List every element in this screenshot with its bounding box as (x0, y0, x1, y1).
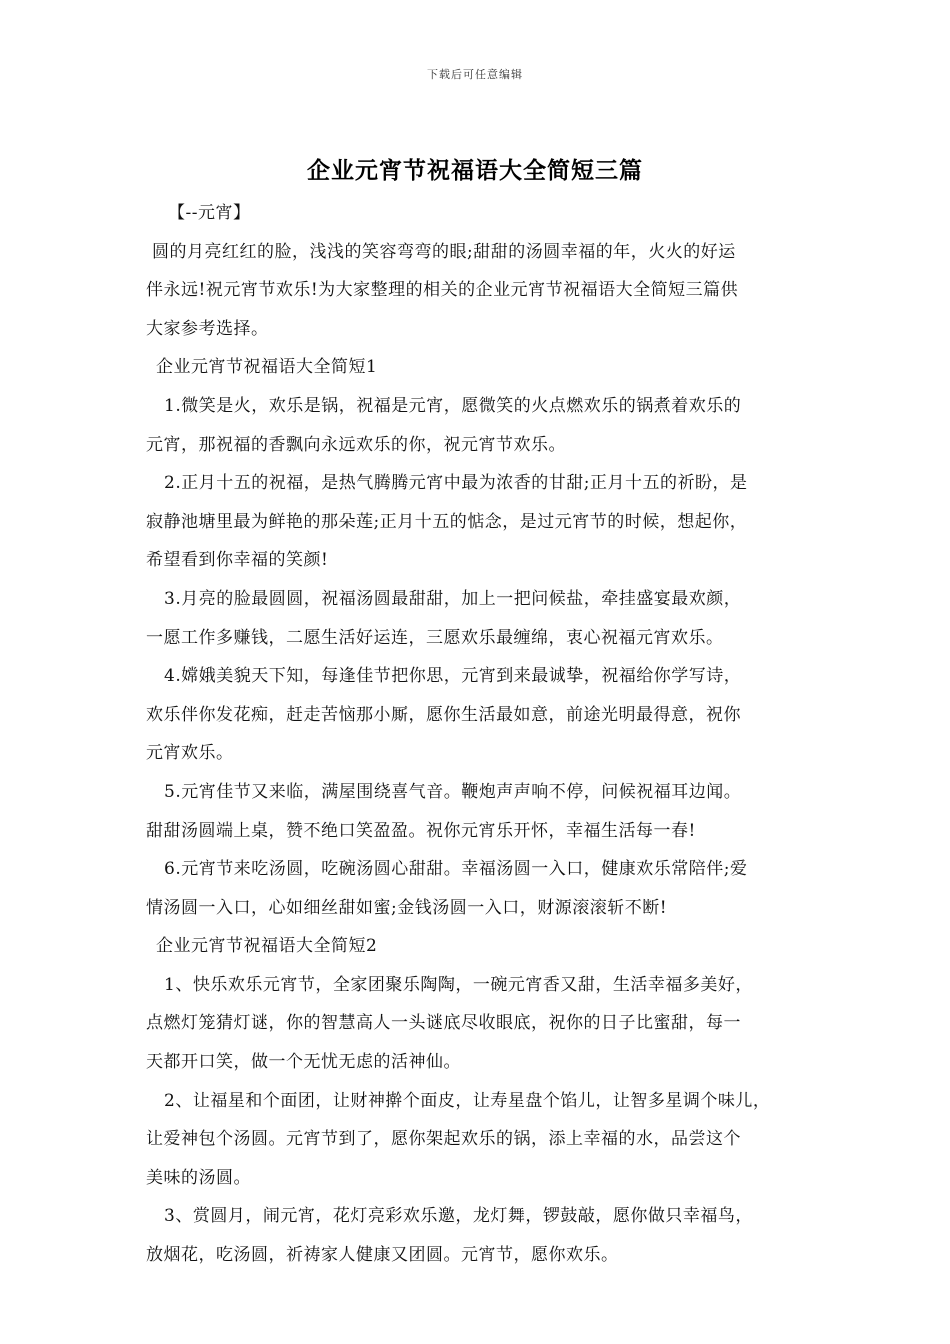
paragraph-line: 2、让福星和个面团，让财神擀个面皮，让寿星盘个馅儿，让智多星调个味儿， (164, 1090, 771, 1111)
intro-paragraph-line: 圆的月亮红红的脸，浅浅的笑容弯弯的眼;甜甜的汤圆幸福的年，火火的好运 (152, 241, 736, 262)
paragraph-line: 1、快乐欢乐元宵节，全家团聚乐陶陶，一碗元宵香又甜，生活幸福多美好， (164, 974, 753, 995)
category-tag: 【--元宵】 (168, 203, 251, 223)
paragraph-line: 寂静池塘里最为鲜艳的那朵莲;正月十五的惦念，是过元宵节的时候，想起你， (146, 511, 748, 532)
paragraph-line: 5.元宵佳节又来临，满屋围绕喜气音。鞭炮声声响不停，问候祝福耳边闻。 (164, 781, 742, 802)
section-heading-1: 企业元宵节祝福语大全简短1 (156, 357, 378, 378)
paragraph-line: 情汤圆一入口，心如细丝甜如蜜;金钱汤圆一入口，财源滚滚斩不断! (146, 897, 668, 918)
paragraph-line: 美味的汤圆。 (146, 1167, 251, 1188)
paragraph-line: 3.月亮的脸最圆圆，祝福汤圆最甜甜，加上一把问候盐，牵挂盛宴最欢颜， (164, 588, 742, 609)
paragraph-line: 希望看到你幸福的笑颜! (146, 550, 329, 571)
header-note: 下载后可任意编辑 (427, 68, 523, 81)
document-body (146, 198, 822, 1279)
section-heading-2: 企业元宵节祝福语大全简短2 (156, 936, 378, 957)
paragraph-line: 1.微笑是火，欢乐是锅，祝福是元宵，愿微笑的火点燃欢乐的锅煮着欢乐的 (164, 395, 742, 416)
paragraph-line: 4.嫦娥美貌天下知，每逢佳节把你思，元宵到来最诚挚，祝福给你学写诗， (164, 666, 742, 687)
paragraph-line: 6.元宵节来吃汤圆，吃碗汤圆心甜甜。幸福汤圆一入口，健康欢乐常陪伴;爱 (164, 859, 748, 880)
paragraph-line: 甜甜汤圆端上桌，赞不绝口笑盈盈。祝你元宵乐开怀，幸福生活每一春! (146, 820, 696, 841)
paragraph-line: 元宵欢乐。 (146, 743, 234, 764)
paragraph-line: 放烟花，吃汤圆，祈祷家人健康又团圆。元宵节，愿你欢乐。 (146, 1245, 619, 1266)
paragraph-line: 欢乐伴你发花痴，赶走苦恼那小厮，愿你生活最如意，前途光明最得意，祝你 (146, 704, 741, 725)
paragraph-line: 让爱神包个汤圆。元宵节到了，愿你架起欢乐的锅，添上幸福的水，品尝这个 (146, 1129, 741, 1150)
paragraph-line: 天都开口笑，做一个无忧无虑的活神仙。 (146, 1052, 461, 1073)
intro-paragraph-line: 伴永远!祝元宵节欢乐!为大家整理的相关的企业元宵节祝福语大全简短三篇供 (146, 280, 739, 301)
paragraph-line: 2.正月十五的祝福，是热气腾腾元宵中最为浓香的甘甜;正月十五的祈盼，是 (164, 473, 748, 494)
paragraph-line: 3、赏圆月，闹元宵，花灯亮彩欢乐邀，龙灯舞，锣鼓敲，愿你做只幸福鸟， (164, 1206, 753, 1227)
paragraph-line: 元宵，那祝福的香飘向永远欢乐的你，祝元宵节欢乐。 (146, 434, 566, 455)
paragraph-line: 一愿工作多赚钱，二愿生活好运连，三愿欢乐最缠绵，衷心祝福元宵欢乐。 (146, 627, 724, 648)
intro-paragraph-line: 大家参考选择。 (146, 318, 269, 339)
paragraph-line: 点燃灯笼猜灯谜，你的智慧高人一头谜底尽收眼底，祝你的日子比蜜甜，每一 (146, 1013, 741, 1034)
document-title: 企业元宵节祝福语大全简短三篇 (307, 157, 643, 184)
